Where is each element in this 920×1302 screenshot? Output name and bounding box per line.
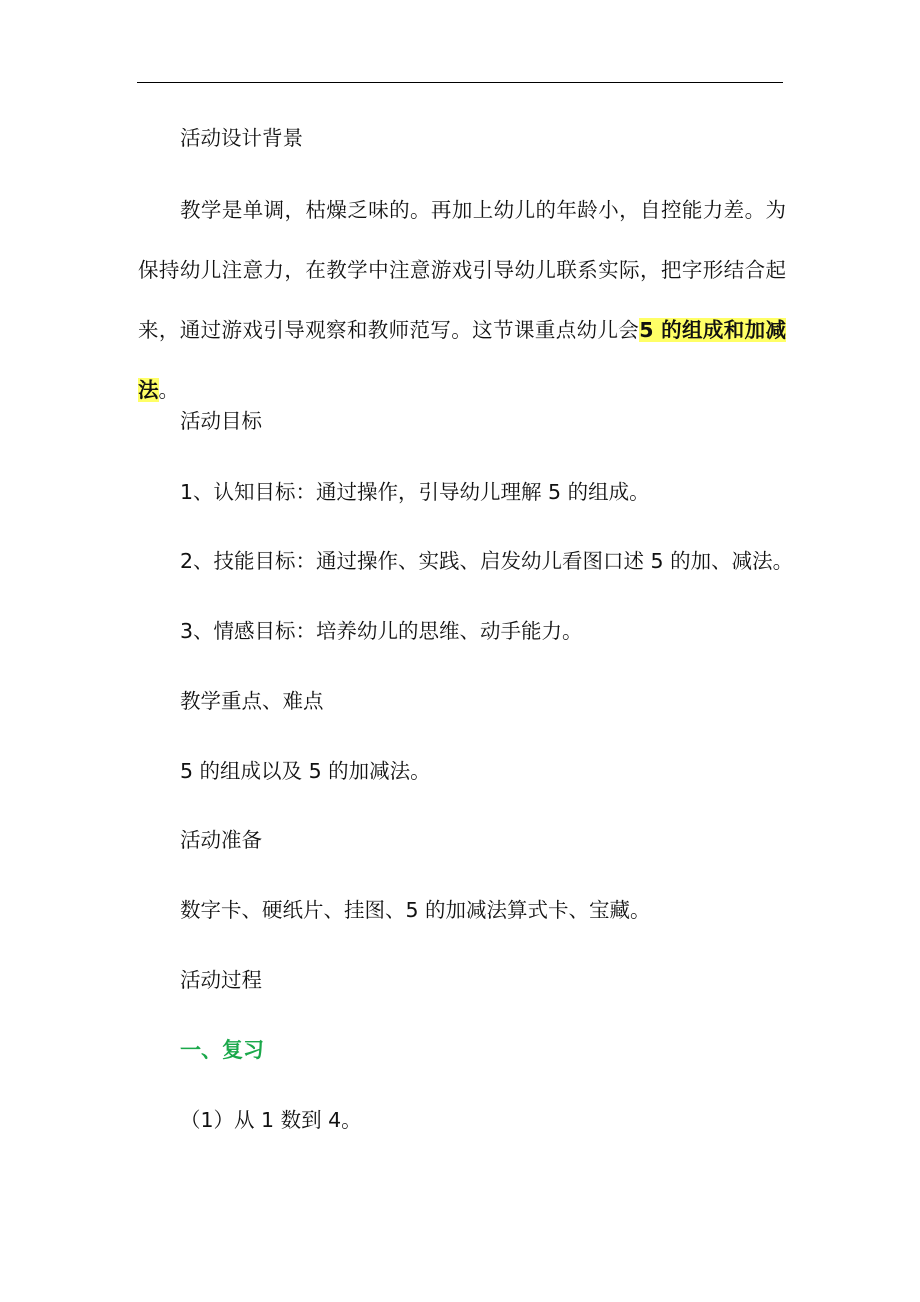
background-paragraph	[138, 180, 786, 420]
paragraph-end-punctuation: 。	[158, 378, 179, 402]
goal-item-1: 1、认知目标：通过操作，引导幼儿理解 5 的组成。	[180, 480, 650, 504]
section-one-title: 一、复习	[180, 1038, 264, 1062]
prep-heading: 活动准备	[180, 828, 262, 852]
header-rule	[137, 82, 783, 83]
process-heading: 活动过程	[180, 968, 262, 992]
goal-item-2: 2、技能目标：通过操作、实践、启发幼儿看图口述 5 的加、减法。	[180, 549, 794, 573]
goals-heading: 活动目标	[180, 409, 262, 433]
goal-item-3: 3、情感目标：培养幼儿的思维、动手能力。	[180, 619, 583, 643]
background-paragraph-text: 教学是单调，枯燥乏味的。再加上幼儿的年龄小，自控能力差。为保持幼儿注意力，在教学中注意游戏引导幼儿联系实际，把字形结合起来，通过游戏引导观察和教师范写。这节课重点幼儿会	[138, 198, 786, 342]
key-points-heading: 教学重点、难点	[180, 689, 324, 713]
prep-text: 数字卡、硬纸片、挂图、5 的加减法算式卡、宝藏。	[180, 898, 651, 922]
background-heading: 活动设计背景	[180, 126, 303, 150]
highlighted-phrase: 5 的组成和加减法	[138, 318, 787, 402]
step-one-text: （1）从 1 数到 4。	[180, 1108, 362, 1132]
key-points-text: 5 的组成以及 5 的加减法。	[180, 759, 431, 783]
